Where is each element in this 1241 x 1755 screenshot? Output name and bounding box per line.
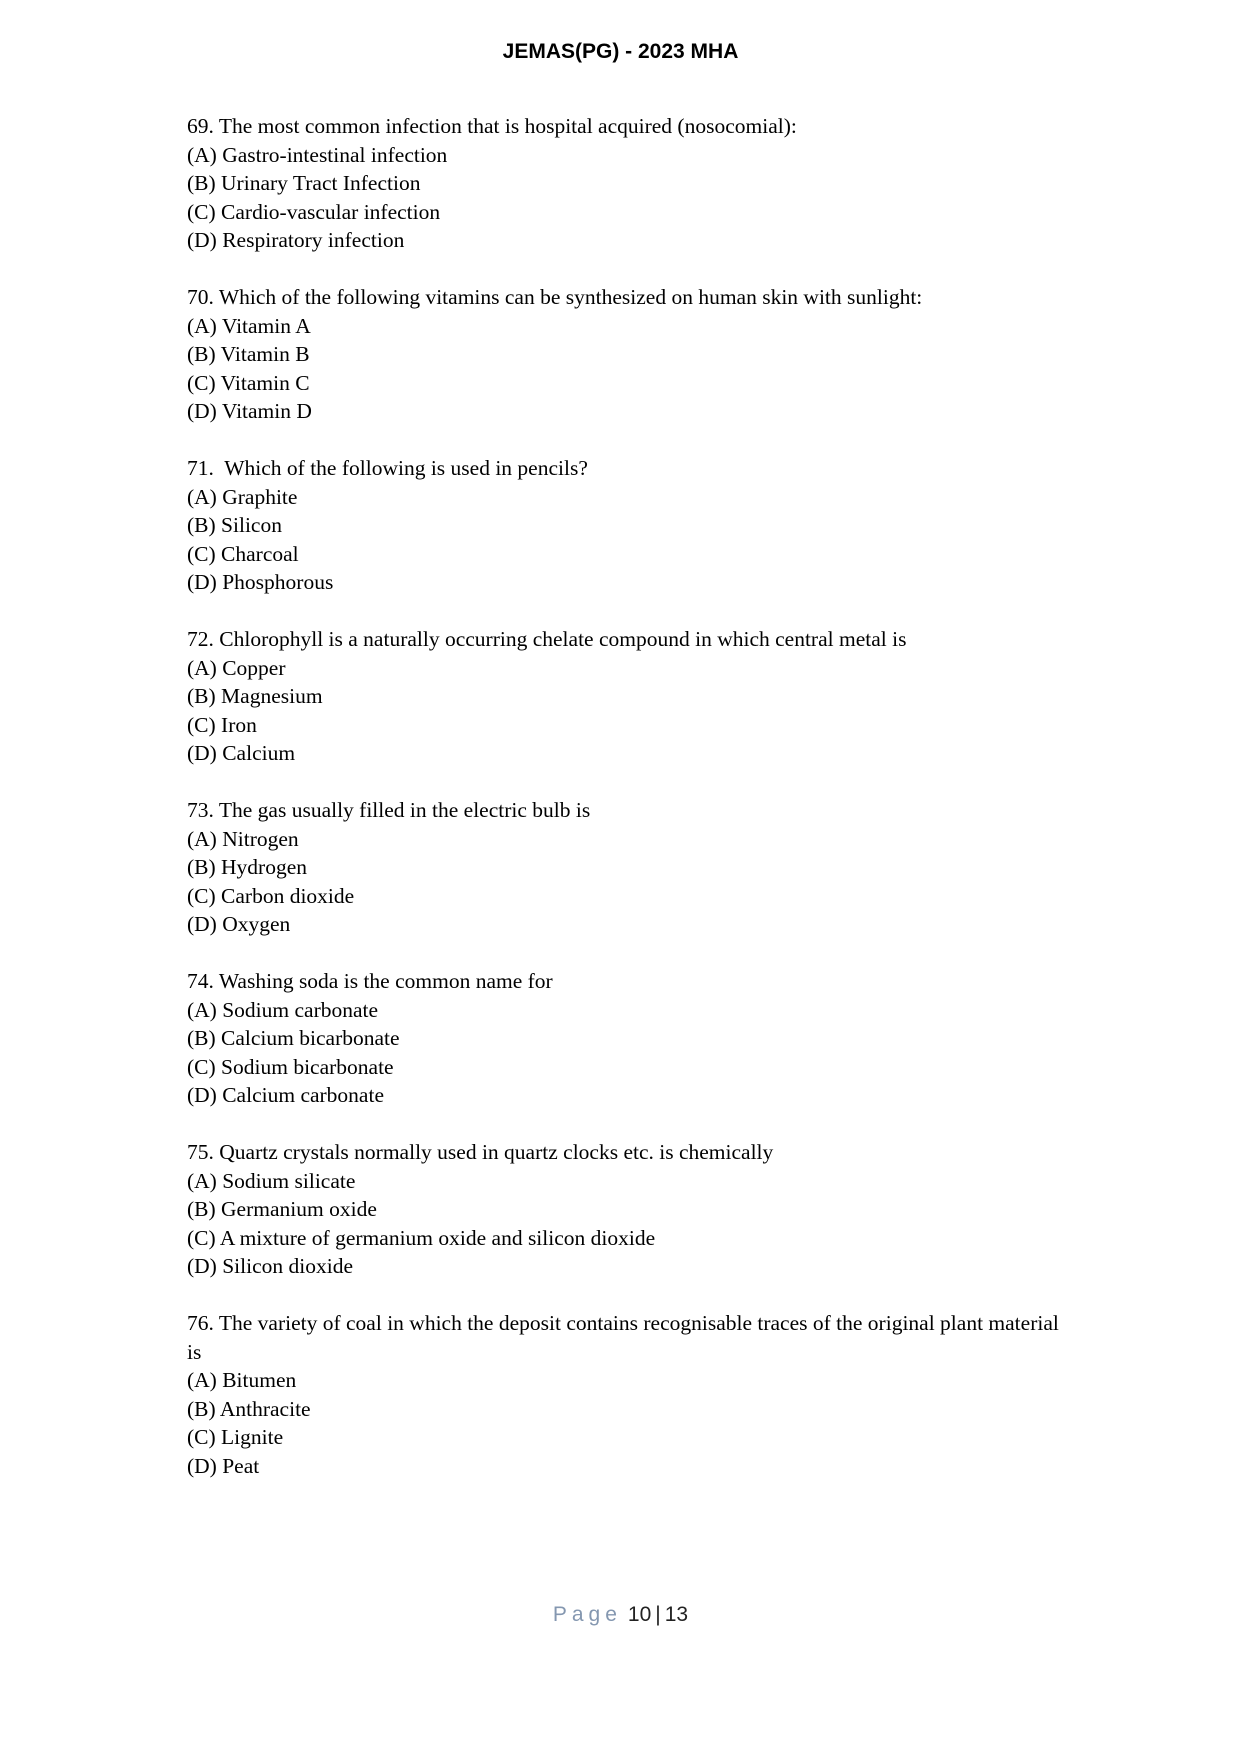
option-a: (A) Bitumen [187,1368,297,1392]
option-c: (C) Carbon dioxide [187,883,355,908]
page-word: Page [552,1603,622,1626]
option-a: (A) Gastro-intestinal infection [187,142,448,167]
total-pages-number: 13 [664,1603,689,1626]
option-a: (A) Graphite [187,484,298,509]
question-text: 76. The variety of coal in which the deposit contains recognisable traces of the original plant material is [187,1311,1059,1364]
option-a: (A) Sodium carbonate [187,997,379,1022]
option-c: (C) Cardio-vascular infection [187,199,441,224]
question-69 [187,112,1067,255]
question-text: 71. Which of the following is used in pencils? [187,456,588,480]
question-text: 69. The most common infection that is hospital acquired (nosocomial): [187,114,797,138]
question-76 [187,1309,1067,1480]
option-b: (B) Germanium oxide [187,1197,377,1221]
option-b: (B) Silicon [187,513,282,537]
page-header [0,38,1241,66]
option-d: (D) Silicon dioxide [187,1254,354,1278]
page-footer [0,1601,1241,1629]
option-d: (D) Respiratory infection [187,228,405,252]
option-c: (C) Vitamin C [187,370,310,395]
option-c: (C) Iron [187,712,257,737]
option-a: (A) Vitamin A [187,313,311,338]
document-title: JEMAS(PG) - 2023 MHA [502,40,739,63]
option-c: (C) Charcoal [187,541,299,566]
option-d: (D) Calcium [187,741,296,765]
question-text: 73. The gas usually filled in the electric bulb is [187,798,591,822]
question-text: 74. Washing soda is the common name for [187,969,553,993]
question-list [187,112,1067,1509]
option-a: (A) Nitrogen [187,826,299,851]
option-b: (B) Calcium bicarbonate [187,1026,400,1050]
question-71 [187,454,1067,597]
option-b: (B) Magnesium [187,684,323,708]
question-73 [187,796,1067,939]
question-75 [187,1138,1067,1281]
option-d: (D) Peat [187,1453,260,1478]
option-d: (D) Phosphorous [187,570,334,594]
question-text: 72. Chlorophyll is a naturally occurring chelate compound in which central metal is [187,627,907,651]
option-d: (D) Calcium carbonate [187,1083,384,1107]
option-a: (A) Copper [187,655,286,680]
question-72 [187,625,1067,768]
option-d: (D) Oxygen [187,912,291,936]
question-70 [187,283,1067,426]
option-b: (B) Hydrogen [187,855,308,879]
option-d: (D) Vitamin D [187,399,312,423]
question-74 [187,967,1067,1110]
question-text: 70. Which of the following vitamins can be synthesized on human skin with sunlight: [187,285,923,309]
option-c: (C) A mixture of germanium oxide and silicon dioxide [187,1225,656,1250]
option-c: (C) Lignite [187,1425,284,1449]
option-a: (A) Sodium silicate [187,1168,356,1193]
current-page-number: 10 [627,1603,652,1626]
option-b: (B) Anthracite [187,1396,311,1421]
option-b: (B) Vitamin B [187,342,310,366]
question-text: 75. Quartz crystals normally used in quartz clocks etc. is chemically [187,1140,774,1164]
option-b: (B) Urinary Tract Infection [187,171,421,195]
option-c: (C) Sodium bicarbonate [187,1054,394,1079]
page-separator: | [655,1603,661,1626]
